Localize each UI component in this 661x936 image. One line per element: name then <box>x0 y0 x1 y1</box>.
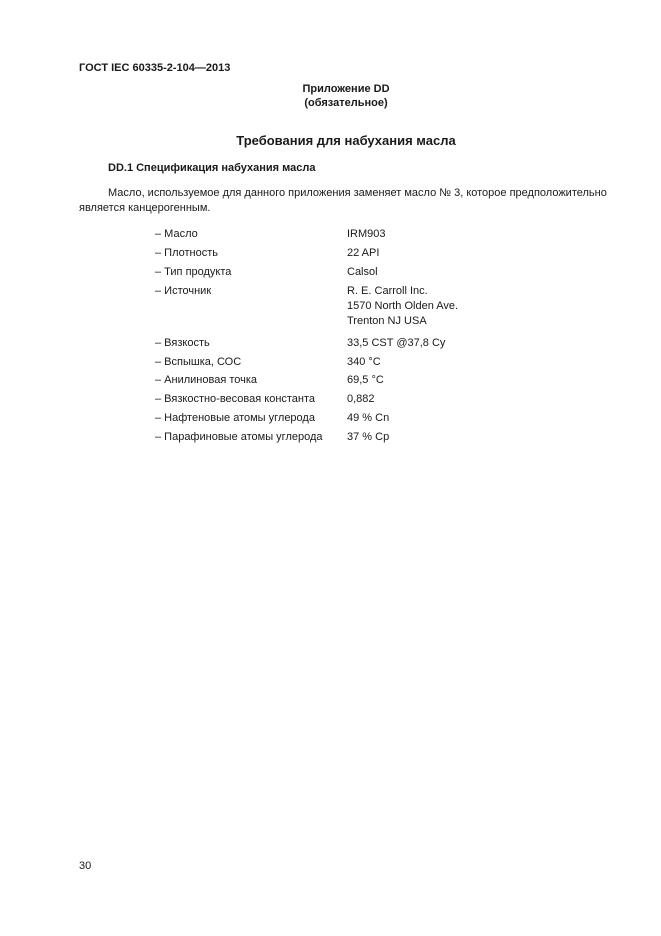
spec-value-line: 49 % Cn <box>347 412 390 425</box>
spec-value <box>347 355 547 374</box>
spec-value <box>347 392 547 411</box>
spec-row <box>155 336 547 355</box>
page-number: 30 <box>79 860 92 872</box>
spec-row <box>155 246 547 265</box>
spec-row <box>155 430 547 449</box>
section-title: Требования для набухания масла <box>236 133 456 148</box>
spec-value-line: R. E. Carroll Inc. <box>347 284 428 297</box>
spec-label: – Плотность <box>155 246 218 259</box>
spec-row <box>155 392 547 411</box>
spec-value <box>347 227 547 246</box>
body-paragraph: Масло, используемое для данного приложения заменяет масло № 3, которое предположительно является канцерогенным. <box>79 187 607 214</box>
spec-value-line: 22 API <box>347 246 380 259</box>
spec-value <box>347 373 547 392</box>
spec-row <box>155 227 547 246</box>
spec-value-line: 37 % Cp <box>347 431 390 444</box>
spec-value-line: Calsol <box>347 265 378 278</box>
subsection-title: DD.1 Спецификация набухания масла <box>108 162 316 174</box>
spec-row <box>155 284 547 336</box>
spec-value <box>347 284 547 336</box>
spec-value-line: 0,882 <box>347 393 375 406</box>
spec-row <box>155 265 547 284</box>
oil-spec-table <box>155 227 547 449</box>
spec-label: – Вспышка, СОС <box>155 355 242 368</box>
spec-value-line: 1570 North Olden Ave. <box>347 299 459 312</box>
spec-value <box>347 336 547 355</box>
spec-value <box>347 411 547 430</box>
spec-value <box>347 430 547 449</box>
spec-value-line: 33,5 CST @37,8 Cy <box>347 336 446 349</box>
spec-label: – Вязкостно-весовая константа <box>155 393 316 406</box>
spec-label: – Тип продукта <box>155 265 232 278</box>
spec-row <box>155 355 547 374</box>
document-id: ГОСТ IEC 60335-2-104—2013 <box>79 62 231 74</box>
spec-label: – Нафтеновые атомы углерода <box>155 412 315 425</box>
spec-value <box>347 265 547 284</box>
spec-label: – Источник <box>155 284 212 297</box>
spec-value-line: IRM903 <box>347 228 386 240</box>
spec-value-line: 69,5 °С <box>347 374 384 387</box>
spec-value-line: 340 °С <box>347 355 381 368</box>
annex-title: Приложение DD <box>302 83 390 95</box>
spec-value <box>347 246 547 265</box>
spec-row <box>155 411 547 430</box>
spec-label: – Масло <box>155 228 198 240</box>
spec-row <box>155 373 547 392</box>
spec-label: – Вязкость <box>155 336 210 349</box>
spec-value-line: Trenton NJ USA <box>347 314 427 327</box>
spec-label: – Парафиновые атомы углерода <box>155 431 323 444</box>
spec-label: – Анилиновая точка <box>155 374 258 387</box>
annex-status: (обязательное) <box>304 97 388 109</box>
